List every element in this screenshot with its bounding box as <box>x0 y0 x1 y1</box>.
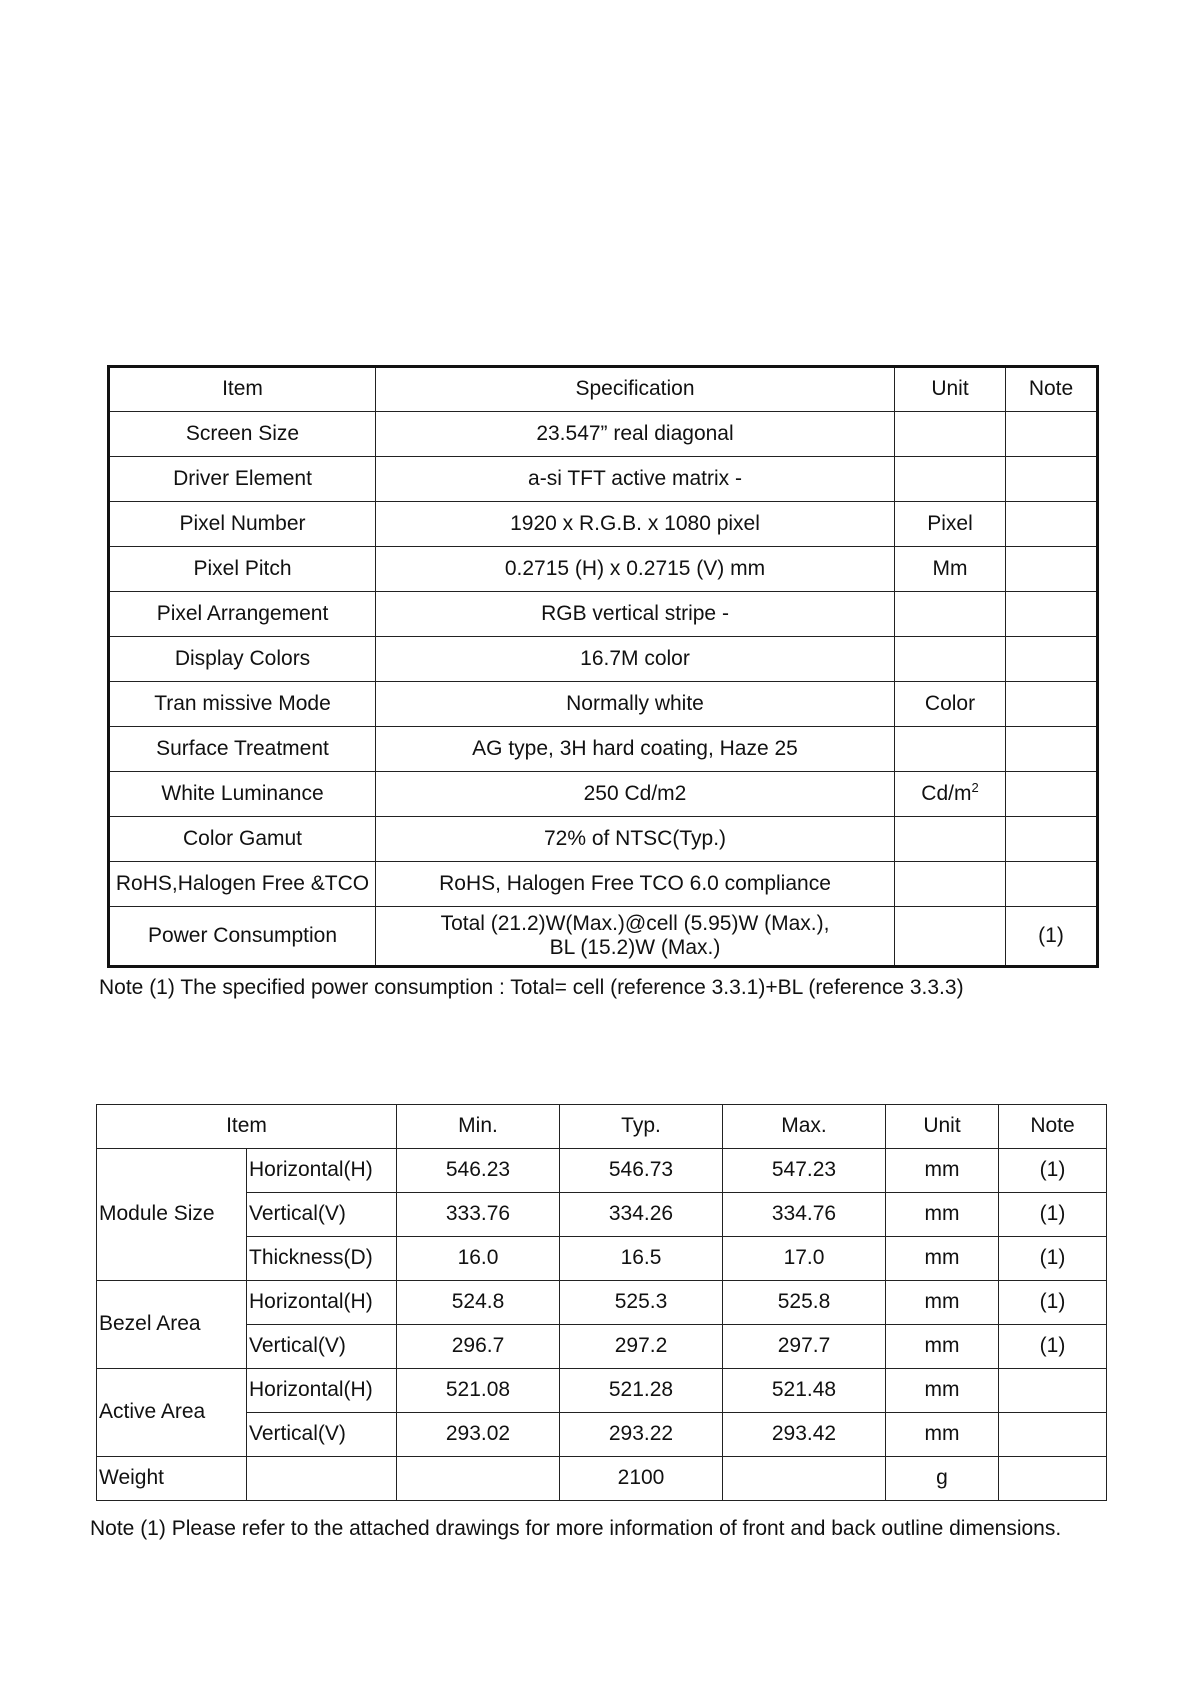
sub-item-cell: Horizontal(H) <box>247 1149 397 1193</box>
item-cell: Pixel Arrangement <box>109 592 376 637</box>
spec-cell: 72% of NTSC(Typ.) <box>376 817 895 862</box>
max-cell: 334.76 <box>723 1193 886 1237</box>
item-cell: RoHS,Halogen Free &TCO <box>109 862 376 907</box>
header-unit: Unit <box>886 1105 999 1149</box>
table-row <box>109 547 1098 592</box>
item-cell: Surface Treatment <box>109 727 376 772</box>
item-cell: Display Colors <box>109 637 376 682</box>
spec-line-2: BL (15.2)W (Max.) <box>549 936 721 959</box>
group-bezel-area: Bezel Area <box>97 1281 247 1369</box>
unit-cell: mm <box>886 1325 999 1369</box>
unit-cell: Pixel <box>895 502 1006 547</box>
note-cell: (1) <box>999 1237 1107 1281</box>
typ-cell: 521.28 <box>560 1369 723 1413</box>
spec-line-1: Total (21.2)W(Max.)@cell (5.95)W (Max.), <box>440 911 830 935</box>
header-min: Min. <box>397 1105 560 1149</box>
sub-item-cell: Vertical(V) <box>247 1193 397 1237</box>
spec-cell: RoHS, Halogen Free TCO 6.0 compliance <box>376 862 895 907</box>
note-cell <box>1006 682 1098 727</box>
note-cell <box>1006 727 1098 772</box>
group-active-area: Active Area <box>97 1369 247 1457</box>
min-cell: 546.23 <box>397 1149 560 1193</box>
item-cell: Screen Size <box>109 412 376 457</box>
table-row <box>109 727 1098 772</box>
unit-cell <box>895 637 1006 682</box>
header-typ: Typ. <box>560 1105 723 1149</box>
table-row <box>109 502 1098 547</box>
sub-item-cell: Horizontal(H) <box>247 1369 397 1413</box>
table-row <box>97 1149 1107 1193</box>
spec-cell <box>376 907 895 967</box>
spec-cell: 1920 x R.G.B. x 1080 pixel <box>376 502 895 547</box>
table-row <box>97 1413 1107 1457</box>
unit-cell <box>895 457 1006 502</box>
typ-cell: 2100 <box>560 1457 723 1501</box>
spec-cell: 16.7M color <box>376 637 895 682</box>
unit-cell: mm <box>886 1369 999 1413</box>
table-row <box>97 1325 1107 1369</box>
unit-cell <box>895 817 1006 862</box>
table-row <box>109 817 1098 862</box>
specification-table <box>107 365 1099 968</box>
table-header-row <box>97 1105 1107 1149</box>
max-cell <box>723 1457 886 1501</box>
note-cell: (1) <box>999 1193 1107 1237</box>
header-note: Note <box>999 1105 1107 1149</box>
table-row <box>109 457 1098 502</box>
item-cell: Tran missive Mode <box>109 682 376 727</box>
header-item: Item <box>97 1105 397 1149</box>
max-cell: 17.0 <box>723 1237 886 1281</box>
item-cell: White Luminance <box>109 772 376 817</box>
sub-item-cell: Vertical(V) <box>247 1325 397 1369</box>
sub-item-cell <box>247 1457 397 1501</box>
unit-cell <box>895 592 1006 637</box>
note-cell <box>1006 592 1098 637</box>
min-cell: 524.8 <box>397 1281 560 1325</box>
spec-cell: RGB vertical stripe - <box>376 592 895 637</box>
header-item: Item <box>109 367 376 412</box>
typ-cell: 334.26 <box>560 1193 723 1237</box>
table-row <box>109 682 1098 727</box>
table-row <box>97 1281 1107 1325</box>
unit-base: Cd/m <box>921 782 972 806</box>
typ-cell: 293.22 <box>560 1413 723 1457</box>
max-cell: 293.42 <box>723 1413 886 1457</box>
unit-cell: mm <box>886 1193 999 1237</box>
note-cell <box>1006 817 1098 862</box>
table-row <box>109 772 1098 817</box>
note-cell <box>999 1413 1107 1457</box>
typ-cell: 16.5 <box>560 1237 723 1281</box>
unit-cell <box>895 772 1006 817</box>
header-max: Max. <box>723 1105 886 1149</box>
typ-cell: 546.73 <box>560 1149 723 1193</box>
max-cell: 547.23 <box>723 1149 886 1193</box>
unit-cell: Color <box>895 682 1006 727</box>
spec-cell: a-si TFT active matrix - <box>376 457 895 502</box>
header-note: Note <box>1006 367 1098 412</box>
max-cell: 521.48 <box>723 1369 886 1413</box>
header-unit: Unit <box>895 367 1006 412</box>
min-cell: 521.08 <box>397 1369 560 1413</box>
min-cell: 16.0 <box>397 1237 560 1281</box>
sub-item-cell: Horizontal(H) <box>247 1281 397 1325</box>
power-consumption-note: Note (1) The specified power consumption : Total= cell (reference 3.3.1)+BL (reference 3.3.3) <box>99 976 964 999</box>
max-cell: 297.7 <box>723 1325 886 1369</box>
table-row <box>97 1237 1107 1281</box>
unit-cell: mm <box>886 1281 999 1325</box>
min-cell <box>397 1457 560 1501</box>
note-cell: (1) <box>1006 907 1098 967</box>
table-header-row <box>109 367 1098 412</box>
unit-cell <box>895 862 1006 907</box>
unit-superscript: 2 <box>971 780 979 796</box>
group-module-size: Module Size <box>97 1149 247 1281</box>
max-cell: 525.8 <box>723 1281 886 1325</box>
typ-cell: 525.3 <box>560 1281 723 1325</box>
unit-cell: g <box>886 1457 999 1501</box>
spec-cell: 23.547” real diagonal <box>376 412 895 457</box>
unit-cell <box>895 907 1006 967</box>
note-cell: (1) <box>999 1149 1107 1193</box>
unit-cell: mm <box>886 1413 999 1457</box>
mechanical-dimensions-table <box>96 1104 1107 1501</box>
min-cell: 296.7 <box>397 1325 560 1369</box>
typ-cell: 297.2 <box>560 1325 723 1369</box>
table-row <box>109 592 1098 637</box>
unit-cell: mm <box>886 1237 999 1281</box>
sub-item-cell: Thickness(D) <box>247 1237 397 1281</box>
note-cell: (1) <box>999 1281 1107 1325</box>
note-cell <box>999 1369 1107 1413</box>
unit-cell <box>895 412 1006 457</box>
table-row <box>109 907 1098 967</box>
note-cell <box>1006 637 1098 682</box>
min-cell: 333.76 <box>397 1193 560 1237</box>
sub-item-cell: Vertical(V) <box>247 1413 397 1457</box>
note-cell <box>1006 412 1098 457</box>
table-row <box>97 1369 1107 1413</box>
note-cell <box>999 1457 1107 1501</box>
table-row <box>97 1457 1107 1501</box>
table-row <box>109 862 1098 907</box>
table-row <box>97 1193 1107 1237</box>
note-cell <box>1006 862 1098 907</box>
unit-cell: mm <box>886 1149 999 1193</box>
item-cell: Driver Element <box>109 457 376 502</box>
item-cell: Pixel Number <box>109 502 376 547</box>
note-cell: (1) <box>999 1325 1107 1369</box>
table-row <box>109 412 1098 457</box>
note-cell <box>1006 772 1098 817</box>
item-cell: Pixel Pitch <box>109 547 376 592</box>
spec-cell: AG type, 3H hard coating, Haze 25 <box>376 727 895 772</box>
spec-cell: Normally white <box>376 682 895 727</box>
outline-dimensions-note: Note (1) Please refer to the attached drawings for more information of front and back outline dimensions. <box>90 1517 1062 1540</box>
spec-cell: 0.2715 (H) x 0.2715 (V) mm <box>376 547 895 592</box>
item-cell: Color Gamut <box>109 817 376 862</box>
unit-cell: Mm <box>895 547 1006 592</box>
group-weight: Weight <box>97 1457 247 1501</box>
note-cell <box>1006 502 1098 547</box>
item-cell: Power Consumption <box>109 907 376 967</box>
header-specification: Specification <box>376 367 895 412</box>
spec-cell: 250 Cd/m2 <box>376 772 895 817</box>
unit-cell <box>895 727 1006 772</box>
table-row <box>109 637 1098 682</box>
note-cell <box>1006 457 1098 502</box>
note-cell <box>1006 547 1098 592</box>
min-cell: 293.02 <box>397 1413 560 1457</box>
